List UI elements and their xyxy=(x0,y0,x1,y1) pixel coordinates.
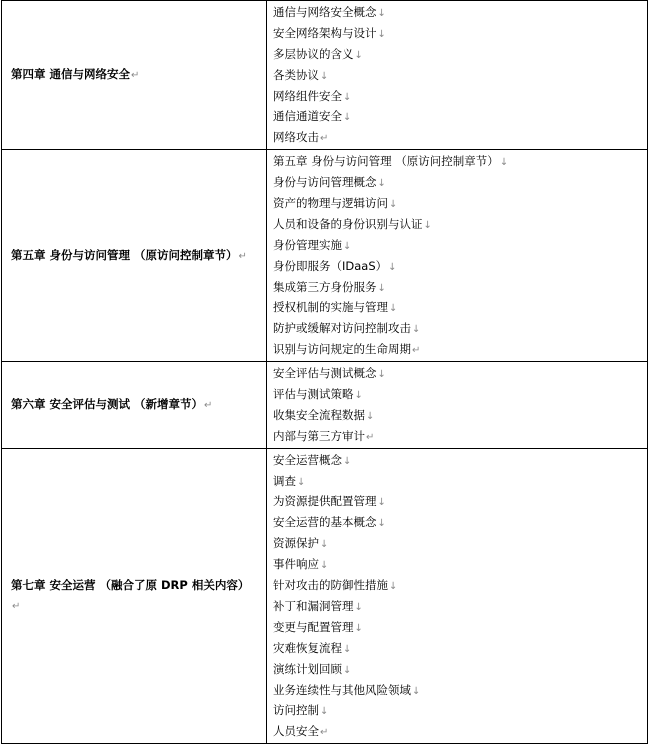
topics-cell xyxy=(267,1,648,150)
line-break-mark-icon: ↓ xyxy=(423,219,432,231)
topic-text: 资源保护 xyxy=(273,536,319,551)
chapter-cell xyxy=(2,150,267,362)
line-break-mark-icon: ↓ xyxy=(354,49,363,61)
topic-text: 针对攻击的防御性措施 xyxy=(273,578,388,593)
topic-text: 人员安全 xyxy=(273,724,319,739)
topic-item xyxy=(273,235,647,256)
topic-item xyxy=(273,44,647,65)
topics-cell xyxy=(267,362,648,449)
topic-item xyxy=(273,680,647,701)
paragraph-mark-icon: ↵ xyxy=(238,250,247,262)
topic-item xyxy=(273,700,647,721)
line-break-mark-icon: ↓ xyxy=(499,157,509,169)
topic-text: 身份管理实施 xyxy=(273,237,342,252)
line-break-mark-icon: ↓ xyxy=(377,28,386,40)
topic-item xyxy=(273,617,647,638)
topic-item xyxy=(273,256,647,277)
line-break-mark-icon: ↓ xyxy=(343,240,352,252)
topic-item xyxy=(273,318,647,339)
paragraph-mark-icon: ↵ xyxy=(320,727,329,739)
line-break-mark-icon: ↓ xyxy=(320,70,329,82)
line-break-mark-icon: ↓ xyxy=(388,261,397,273)
topic-text: 通信与网络安全概念 xyxy=(273,5,377,19)
topic-item xyxy=(273,106,647,127)
topic-text: 安全运营的基本概念 xyxy=(273,515,377,530)
line-break-mark-icon: ↓ xyxy=(377,497,386,509)
topic-item xyxy=(273,363,647,384)
chapter-topic-table xyxy=(1,0,648,744)
topic-item xyxy=(273,2,647,23)
line-break-mark-icon: ↓ xyxy=(354,601,363,613)
topic-item xyxy=(273,65,647,86)
topic-text: 第五章 身份与访问管理 （原访问控制章节） xyxy=(273,154,499,169)
chapter-title: 第五章 身份与访问管理 （原访问控制章节） xyxy=(11,247,238,262)
topics-cell xyxy=(267,448,648,743)
topic-item xyxy=(273,277,647,298)
topic-item xyxy=(273,638,647,659)
table-row xyxy=(2,1,648,150)
topic-item xyxy=(273,151,647,172)
topic-item xyxy=(273,23,647,44)
paragraph-mark-icon: ↵ xyxy=(320,133,329,145)
line-break-mark-icon: ↓ xyxy=(354,622,363,634)
topic-item xyxy=(273,491,647,512)
topic-text: 补丁和漏洞管理 xyxy=(273,598,354,613)
line-break-mark-icon: ↓ xyxy=(297,476,306,488)
topic-item xyxy=(273,384,647,405)
topic-text: 集成第三方身份服务 xyxy=(273,279,377,294)
topic-text: 演练计划回顾 xyxy=(273,661,342,676)
line-break-mark-icon: ↓ xyxy=(320,539,329,551)
topic-text: 识别与访问规定的生命周期 xyxy=(273,342,411,357)
topic-text: 多层协议的含义 xyxy=(273,46,354,61)
paragraph-mark-icon: ↵ xyxy=(131,70,140,82)
chapter-cell xyxy=(2,1,267,150)
line-break-mark-icon: ↓ xyxy=(389,581,398,593)
topic-item xyxy=(273,172,647,193)
line-break-mark-icon: ↓ xyxy=(412,685,421,697)
topic-item xyxy=(273,721,647,742)
line-break-mark-icon: ↓ xyxy=(377,178,386,190)
line-break-mark-icon: ↓ xyxy=(343,112,352,124)
topic-text: 调查 xyxy=(273,473,296,488)
topic-item xyxy=(273,554,647,575)
topic-item xyxy=(273,450,647,471)
paragraph-mark-icon: ↵ xyxy=(204,399,213,411)
paragraph-mark-icon: ↵ xyxy=(366,431,375,443)
topic-text: 授权机制的实施与管理 xyxy=(273,300,388,315)
topic-text: 资产的物理与逻辑访问 xyxy=(273,196,388,211)
topic-text: 身份与访问管理概念 xyxy=(273,175,377,190)
topic-text: 防护或缓解对访问控制攻击 xyxy=(273,321,411,336)
topic-text: 收集安全流程数据 xyxy=(273,407,365,422)
table-body xyxy=(2,1,648,744)
line-break-mark-icon: ↓ xyxy=(377,369,386,381)
line-break-mark-icon: ↓ xyxy=(366,410,375,422)
chapter-cell xyxy=(2,448,267,743)
topic-item xyxy=(273,339,647,360)
line-break-mark-icon: ↓ xyxy=(377,518,386,530)
chapter-title: 第四章 通信与网络安全 xyxy=(11,67,131,82)
topic-item xyxy=(273,86,647,107)
line-break-mark-icon: ↓ xyxy=(320,706,329,718)
topic-text: 各类协议 xyxy=(273,67,319,82)
topic-item xyxy=(273,405,647,426)
line-break-mark-icon: ↓ xyxy=(412,324,421,336)
topic-text: 评估与测试策略 xyxy=(273,387,354,402)
topic-text: 通信通道安全 xyxy=(273,109,342,124)
topic-text: 网络组件安全 xyxy=(273,88,342,103)
topic-item xyxy=(273,297,647,318)
table-row xyxy=(2,362,648,449)
chapter-title: 第六章 安全评估与测试 （新增章节） xyxy=(11,396,204,411)
topic-item xyxy=(273,127,647,148)
line-break-mark-icon: ↓ xyxy=(389,303,398,315)
paragraph-mark-icon: ↵ xyxy=(412,345,421,357)
topic-item xyxy=(273,426,647,447)
topic-item xyxy=(273,214,647,235)
topic-text: 变更与配置管理 xyxy=(273,619,354,634)
chapter-cell xyxy=(2,362,267,449)
line-break-mark-icon: ↓ xyxy=(343,455,352,467)
topic-text: 访问控制 xyxy=(273,703,319,718)
topic-item xyxy=(273,533,647,554)
topic-text: 事件响应 xyxy=(273,557,319,572)
topic-text: 业务连续性与其他风险领域 xyxy=(273,682,411,697)
topic-item xyxy=(273,596,647,617)
topic-text: 安全运营概念 xyxy=(273,452,342,467)
topic-text: 安全评估与测试概念 xyxy=(273,366,377,381)
topics-cell xyxy=(267,150,648,362)
line-break-mark-icon: ↓ xyxy=(343,664,352,676)
line-break-mark-icon: ↓ xyxy=(354,390,363,402)
line-break-mark-icon: ↓ xyxy=(377,282,386,294)
topic-item xyxy=(273,193,647,214)
line-break-mark-icon: ↓ xyxy=(343,91,352,103)
topic-item xyxy=(273,575,647,596)
topic-text: 安全网络架构与设计 xyxy=(273,25,377,40)
topic-item xyxy=(273,471,647,492)
topic-item xyxy=(273,659,647,680)
line-break-mark-icon: ↓ xyxy=(320,560,329,572)
topic-item xyxy=(273,512,647,533)
topic-text: 内部与第三方审计 xyxy=(273,428,365,443)
line-break-mark-icon: ↓ xyxy=(377,8,386,19)
line-break-mark-icon: ↓ xyxy=(343,643,352,655)
topic-text: 网络攻击 xyxy=(273,130,319,145)
topic-text: 为资源提供配置管理 xyxy=(273,494,377,509)
topic-text: 身份即服务（IDaaS） xyxy=(273,258,388,273)
line-break-mark-icon: ↓ xyxy=(389,199,398,211)
paragraph-mark-icon: ↵ xyxy=(12,600,21,612)
topic-text: 人员和设备的身份识别与认证 xyxy=(273,216,423,231)
table-row xyxy=(2,448,648,743)
chapter-title: 第七章 安全运营 （融合了原 DRP 相关内容） xyxy=(11,577,250,592)
topic-text: 灾难恢复流程 xyxy=(273,640,342,655)
table-row xyxy=(2,150,648,362)
